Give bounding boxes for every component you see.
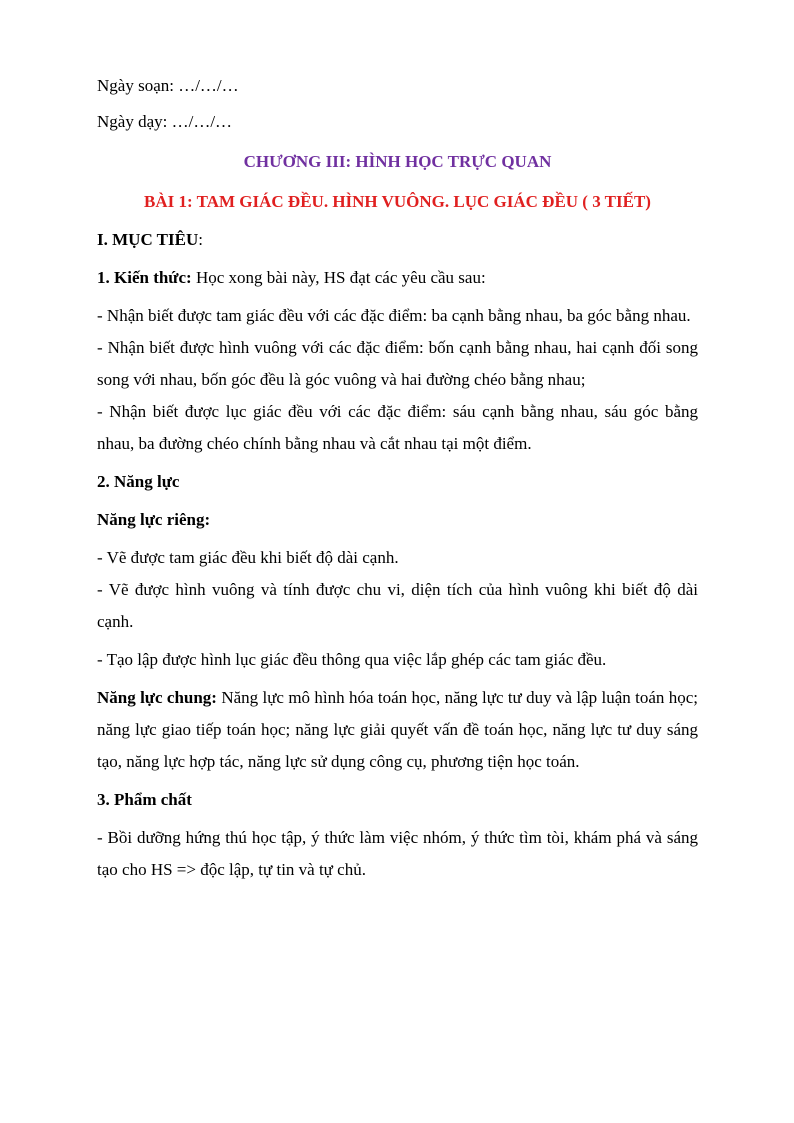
general-competence-text: Năng lực mô hình hóa toán học, năng lực tư duy và lập luận toán học; năng lực giao tiếp toán học; năng lực giải quyết vấn đề toán học, năng lực tư duy sáng tạo, năng lực hợp tác, năng lực sử dụng công cụ, phương tiện học toán. — [97, 688, 698, 771]
specific-competence-heading: Năng lực riêng: — [97, 510, 211, 529]
date-prepared: Ngày soạn: …/…/… — [97, 76, 239, 95]
date-taught: Ngày dạy: …/…/… — [97, 112, 233, 131]
specific-item-hexagon: - Tạo lập được hình lục giác đều thông qua việc lắp ghép các tam giác đều. — [97, 650, 607, 669]
general-competence-label: Năng lực chung: — [97, 688, 217, 707]
lesson-title: BÀI 1: TAM GIÁC ĐỀU. HÌNH VUÔNG. LỤC GIÁC ĐỀU ( 3 TIẾT) — [144, 192, 651, 211]
knowledge-item-triangle: - Nhận biết được tam giác đều với các đặc điểm: ba cạnh bằng nhau, ba góc bằng nhau. — [97, 306, 691, 325]
competence-heading: 2. Năng lực — [97, 472, 180, 491]
qualities-heading: 3. Phẩm chất — [97, 790, 192, 809]
document-page — [97, 70, 698, 892]
general-competence — [97, 682, 698, 778]
qualities-text: - Bồi dưỡng hứng thú học tập, ý thức làm việc nhóm, ý thức tìm tòi, khám phá và sáng tạo cho HS => độc lập, tự tin và tự chủ. — [97, 828, 698, 879]
objectives-suffix: : — [198, 230, 203, 249]
knowledge-item-square: - Nhận biết được hình vuông với các đặc điểm: bốn cạnh bằng nhau, hai cạnh đối song song với nhau, bốn góc đều là góc vuông và hai đường chéo bằng nhau; — [97, 338, 698, 389]
knowledge-item-hexagon: - Nhận biết được lục giác đều với các đặc điểm: sáu cạnh bằng nhau, sáu góc bằng nhau, ba đường chéo chính bằng nhau và cắt nhau tại một điểm. — [97, 402, 698, 453]
knowledge-heading — [97, 262, 698, 294]
objectives-heading — [97, 224, 698, 256]
specific-item-square: - Vẽ được hình vuông và tính được chu vi, diện tích của hình vuông khi biết độ dài cạnh. — [97, 580, 698, 631]
chapter-title: CHƯƠNG III: HÌNH HỌC TRỰC QUAN — [243, 152, 552, 171]
knowledge-label: 1. Kiến thức: — [97, 268, 192, 287]
knowledge-intro: Học xong bài này, HS đạt các yêu cầu sau: — [191, 268, 486, 287]
specific-item-triangle: - Vẽ được tam giác đều khi biết độ dài cạnh. — [97, 548, 399, 567]
objectives-label: I. MỤC TIÊU — [97, 230, 199, 249]
